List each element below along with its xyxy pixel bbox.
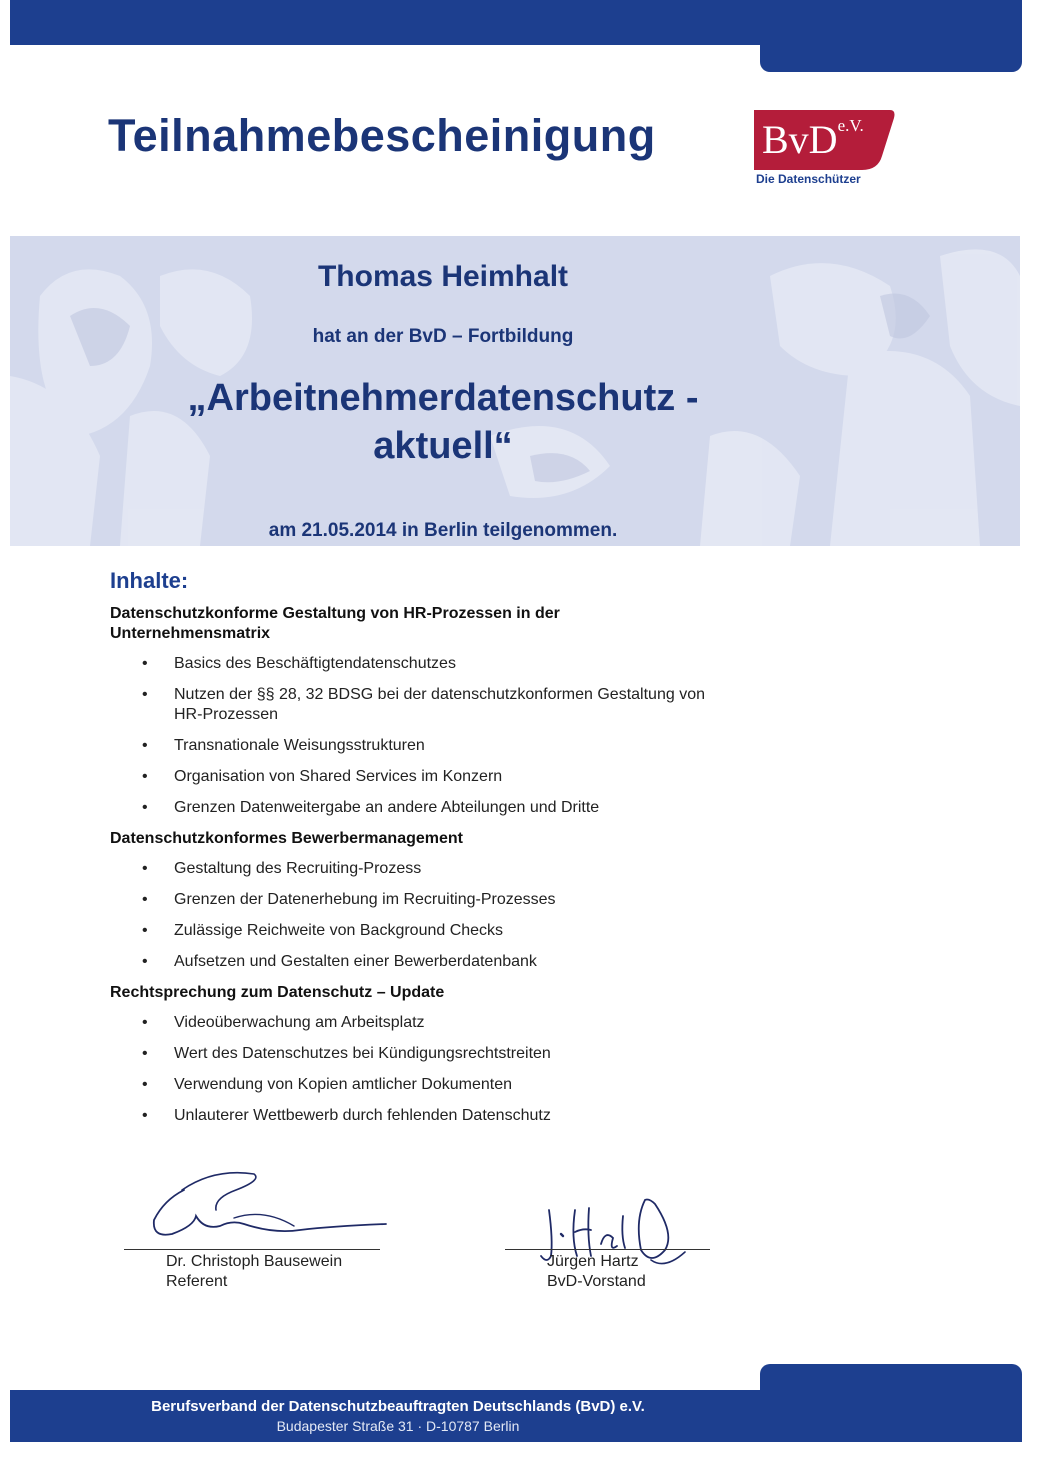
list-item: • Gestaltung des Recruiting-Prozess — [142, 860, 422, 877]
list-item: • Videoüberwachung am Arbeitsplatz — [142, 1014, 425, 1031]
footer-organization: Berufsverband der Datenschutzbeauftragten Deutschlands (BvD) e.V. — [151, 1398, 645, 1415]
recipient-name: Thomas Heimhalt — [317, 260, 569, 293]
list-item: • Basics des Beschäftigtendatenschutzes — [142, 655, 456, 672]
course-date: am 21.05.2014 in Berlin teilgenommen. — [268, 520, 618, 541]
bullet-icon: • — [142, 860, 148, 877]
bullet-icon: • — [142, 655, 148, 672]
logo-tagline: Die Datenschützer — [756, 172, 861, 186]
list-item: • Unlauterer Wettbewerb durch fehlenden Datenschutz — [142, 1107, 551, 1124]
bvd-logo-mark: BvD$^{e.V.}$ — [762, 116, 864, 162]
course-contents — [110, 568, 810, 1137]
content-section — [110, 983, 810, 1126]
hero-banner — [10, 236, 1020, 546]
bullet-list — [110, 859, 810, 972]
list-item: • Organisation von Shared Services im Konzern — [142, 768, 503, 785]
course-title-line: „Arbeitnehmerdatenschutz - — [187, 377, 699, 419]
course-intro: hat an der BvD – Fortbildung — [312, 326, 574, 347]
certificate-title: Teilnahmebescheinigung — [108, 110, 656, 161]
handwritten-signature — [124, 1160, 394, 1250]
signer-name: Dr. Christoph Bausewein — [166, 1253, 343, 1270]
signer-name: Jürgen Hartz — [547, 1253, 639, 1270]
bullet-icon: • — [142, 1045, 148, 1062]
bullet-icon: • — [142, 953, 148, 970]
bullet-icon: • — [142, 922, 148, 939]
bullet-list — [110, 654, 810, 818]
course-title-line: aktuell“ — [373, 425, 513, 467]
section-title: Datenschutzkonforme Gestaltung von HR-Prozessen in der Unternehmensmatrix — [110, 605, 560, 642]
list-item: • Wert des Datenschutzes bei Kündigungsrechtstreiten — [142, 1045, 551, 1062]
signer-role: BvD-Vorstand — [547, 1273, 646, 1290]
signature-line — [124, 1249, 380, 1250]
list-item: • Grenzen Datenweitergabe an andere Abteilungen und Dritte — [142, 799, 600, 816]
course-title — [10, 374, 876, 470]
bullet-icon: • — [142, 1076, 148, 1093]
list-item: • Nutzen der §§ 28, 32 BDSG bei der datenschutzkonformen Gestaltung von HR-Prozessen — [142, 686, 705, 723]
signature-line — [505, 1249, 710, 1250]
signer-role: Referent — [166, 1273, 228, 1290]
section-title: Rechtsprechung zum Datenschutz – Update — [110, 984, 445, 1001]
content-section — [110, 829, 810, 972]
bvd-logo — [754, 110, 896, 190]
bullet-icon: • — [142, 1014, 148, 1031]
list-item: • Aufsetzen und Gestalten einer Bewerberdatenbank — [142, 953, 537, 970]
bullet-icon: • — [142, 799, 148, 816]
footer-address: Budapester Straße 31 · D-10787 Berlin — [276, 1418, 520, 1434]
list-item: • Verwendung von Kopien amtlicher Dokumenten — [142, 1076, 512, 1093]
bullet-icon: • — [142, 1107, 148, 1124]
top-header-tab — [760, 0, 1022, 72]
section-title: Datenschutzkonformes Bewerbermanagement — [110, 830, 463, 847]
bullet-icon: • — [142, 737, 148, 754]
content-section — [110, 604, 810, 818]
bullet-icon: • — [142, 686, 148, 703]
list-item: • Grenzen der Datenerhebung im Recruiting-Prozesses — [142, 891, 556, 908]
contents-heading: Inhalte: — [110, 568, 189, 593]
list-item: • Zulässige Reichweite von Background Checks — [142, 922, 504, 939]
bullet-icon: • — [142, 768, 148, 785]
bullet-list — [110, 1013, 810, 1126]
list-item: • Transnationale Weisungsstrukturen — [142, 737, 425, 754]
bullet-icon: • — [142, 891, 148, 908]
